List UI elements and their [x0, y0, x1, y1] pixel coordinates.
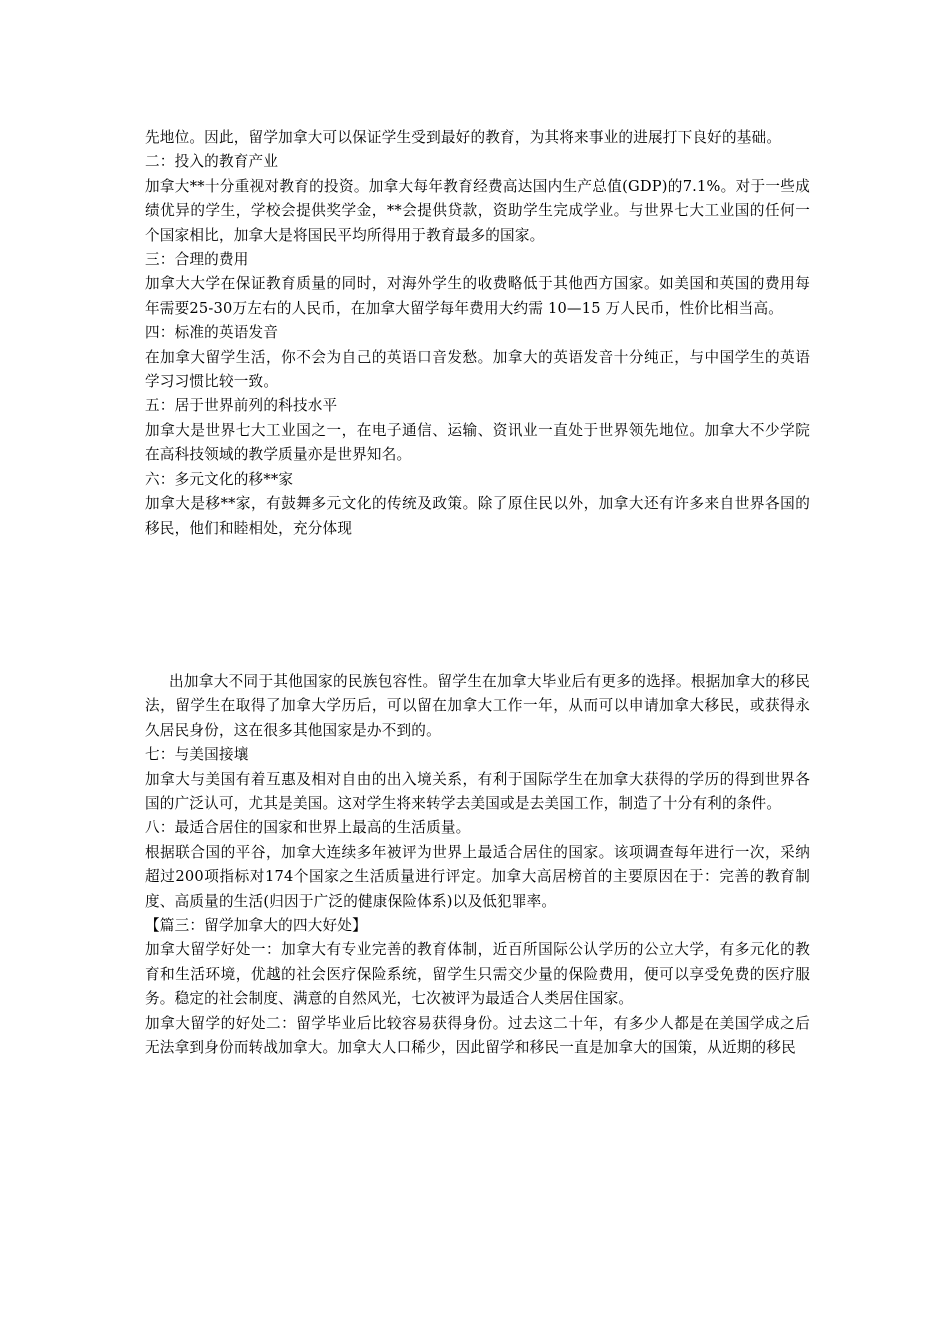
- heading-part-three: 【篇三：留学加拿大的四大好处】: [145, 917, 367, 935]
- heading-cost: 三：合理的费用: [145, 251, 249, 269]
- paragraph-cost: 加拿大大学在保证教育质量的同时，对海外学生的收费略低于其他西方国家。如美国和英国的费用每年需要25-30万左右的人民币，在加拿大留学每年费用大约需 10—15 万人民币，性价比相当高。: [145, 275, 810, 317]
- text-block-lower: [145, 670, 810, 1061]
- paragraph-benefit-one: 加拿大留学好处一：加拿大有专业完善的教育体制，近百所国际公认学历的公立大学，有多元化的教育和生活环境，优越的社会医疗保险系统，留学生只需交少量的保险费用，便可以享受免费的医疗服务。稳定的社会制度、满意的自然风光，七次被评为最适合人类居住国家。: [145, 941, 810, 1008]
- paragraph-multiculture: 加拿大是移**家，有鼓舞多元文化的传统及政策。除了原住民以外，加拿大还有许多来自世界各国的移民，他们和睦相处，充分体现: [145, 495, 810, 537]
- heading-technology: 五：居于世界前列的科技水平: [145, 397, 338, 415]
- heading-livability: 八：最适合居住的国家和世界上最高的生活质量。: [145, 819, 471, 837]
- paragraph-us-border: 加拿大与美国有着互惠及相对自由的出入境关系，有利于国际学生在加拿大获得的学历的得到世界各国的广泛认可，尤其是美国。这对学生将来转学去美国或是去美国工作，制造了十分有利的条件。: [145, 770, 810, 813]
- paragraph-investment: 加拿大**十分重视对教育的投资。加拿大每年教育经费高达国内生产总值(GDP)的7.1%。对于一些成绩优异的学生，学校会提供奖学金，**会提供贷款，资助学生完成学业。与世界七大工业国的任何一个国家相比，加拿大是将国民平均所得用于教育最多的国家。: [145, 177, 810, 244]
- text-block-upper: [145, 126, 810, 541]
- paragraph-technology: 加拿大是世界七大工业国之一，在电子通信、运输、资讯业一直处于世界领先地位。加拿大不少学院在高科技领域的教学质量亦是世界知名。: [145, 421, 810, 464]
- heading-pronunciation: 四：标准的英语发音: [145, 324, 279, 342]
- paragraph-multiculture-continuation: 出加拿大不同于其他国家的民族包容性。留学生在加拿大毕业后有更多的选择。根据加拿大的移民法，留学生在取得了加拿大学历后，可以留在加拿大工作一年，从而可以申请加拿大移民，或获得永久居民身份，这在很多其他国家是办不到的。: [145, 673, 810, 739]
- heading-multiculture: 六：多元文化的移**家: [145, 470, 294, 488]
- paragraph-livability: 根据联合国的平谷，加拿大连续多年被评为世界上最适合居住的国家。该项调查每年进行一次，采纳超过200项指标对174个国家之生活质量进行评定。加拿大高居榜首的主要原因在于：完善的教育制度、高质量的生活(归因于广泛的健康保险体系)以及低犯罪率。: [145, 843, 810, 910]
- heading-us-border: 七：与美国接壤: [145, 746, 249, 764]
- paragraph-benefit-two: 加拿大留学的好处二：留学毕业后比较容易获得身份。过去这二十年，有多少人都是在美国学成之后无法拿到身份而转战加拿大。加拿大人口稀少，因此留学和移民一直是加拿大的国策，从近期的移民: [145, 1014, 810, 1057]
- paragraph-intro-continuation: 先地位。因此，留学加拿大可以保证学生受到最好的教育，为其将来事业的进展打下良好的基础。: [145, 129, 782, 146]
- paragraph-pronunciation: 在加拿大留学生活，你不会为自己的英语口音发愁。加拿大的英语发音十分纯正，与中国学生的英语学习习惯比较一致。: [145, 348, 810, 391]
- heading-investment: 二：投入的教育产业: [145, 153, 279, 171]
